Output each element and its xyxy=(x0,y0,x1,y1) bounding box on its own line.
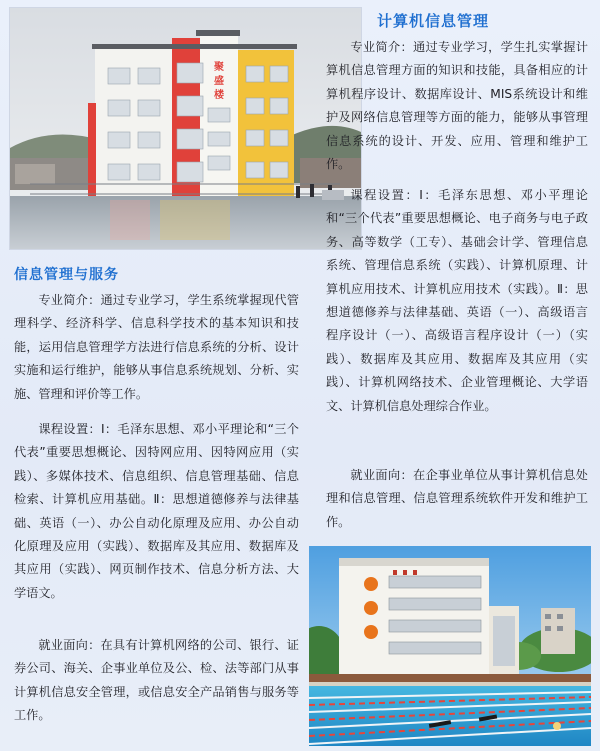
heading-info-management-service: 信息管理与服务 xyxy=(14,267,119,283)
cim-intro-paragraph: 专业简介：通过专业学习，学生扎实掌握计算机信息管理方面的知识和技能，具备相应的计算机程序设计、数据库设计、MIS系统设计和维护及网络信息管理等方面的能力，能够从事管理信息系统的设计、开发、应用、管理和维护工作。 xyxy=(326,40,588,172)
pool-illustration xyxy=(309,546,591,746)
svg-text:楼: 楼 xyxy=(214,90,224,101)
ims-intro-paragraph: 专业简介：通过专业学习，学生系统掌握现代管理科学、经济科学、信息科学技术的基本知识和技能，运用信息管理学方法进行信息系统的分析、设计实施和运行维护，能够从事信息系统规划、分析、实施、管理和评价等工作。 xyxy=(14,293,299,401)
pool-building-photo xyxy=(309,546,591,746)
building-photo xyxy=(9,7,362,250)
cim-employment-paragraph: 就业面向：在企事业单位从事计算机信息处理和信息管理、信息管理系统软件开发和维护工作。 xyxy=(326,468,588,529)
cim-courses-paragraph: 课程设置：Ⅰ：毛泽东思想、邓小平理论和“三个代表”重要思想概论、电子商务与电子政务、高等数学（工专）、基础会计学、管理信息系统、管理信息系统（实践）、计算机原理、计算机应用技术、计算机应用技术（实践）。Ⅱ：思想道德修养与法律基础、英语（一）、高级语言程序设计（一）、高级语言程序设计（一）（实践）、数据库及其应用、数据库及其应用（实践）、计算机网络技术、企业管理概论、大学语文、计算机信息处理综合作业。 xyxy=(326,188,588,413)
svg-text:聚: 聚 xyxy=(214,62,224,73)
svg-text:盛: 盛 xyxy=(214,76,224,87)
building-illustration xyxy=(10,8,361,249)
heading-computer-info-management: 计算机信息管理 xyxy=(377,12,490,30)
ims-courses-paragraph: 课程设置：Ⅰ：毛泽东思想、邓小平理论和“三个代表”重要思想概论、因特网应用、因特网应用（实践）、多媒体技术、信息组织、信息管理基础、信息检索、计算机应用基础。Ⅱ：思想道德修养与法律基础、英语（一）、办公自动化原理及应用、办公自动化原理及应用（实践）、数据库及其应用、数据库及其应用（实践）、网页制作技术、信息分析方法、大学语文。 xyxy=(14,422,299,600)
ims-employment-paragraph: 就业面向：在具有计算机网络的公司、银行、证券公司、海关、企事业单位及公、检、法等部门从事计算机信息安全管理，或信息安全产品销售与服务等工作。 xyxy=(14,638,299,723)
